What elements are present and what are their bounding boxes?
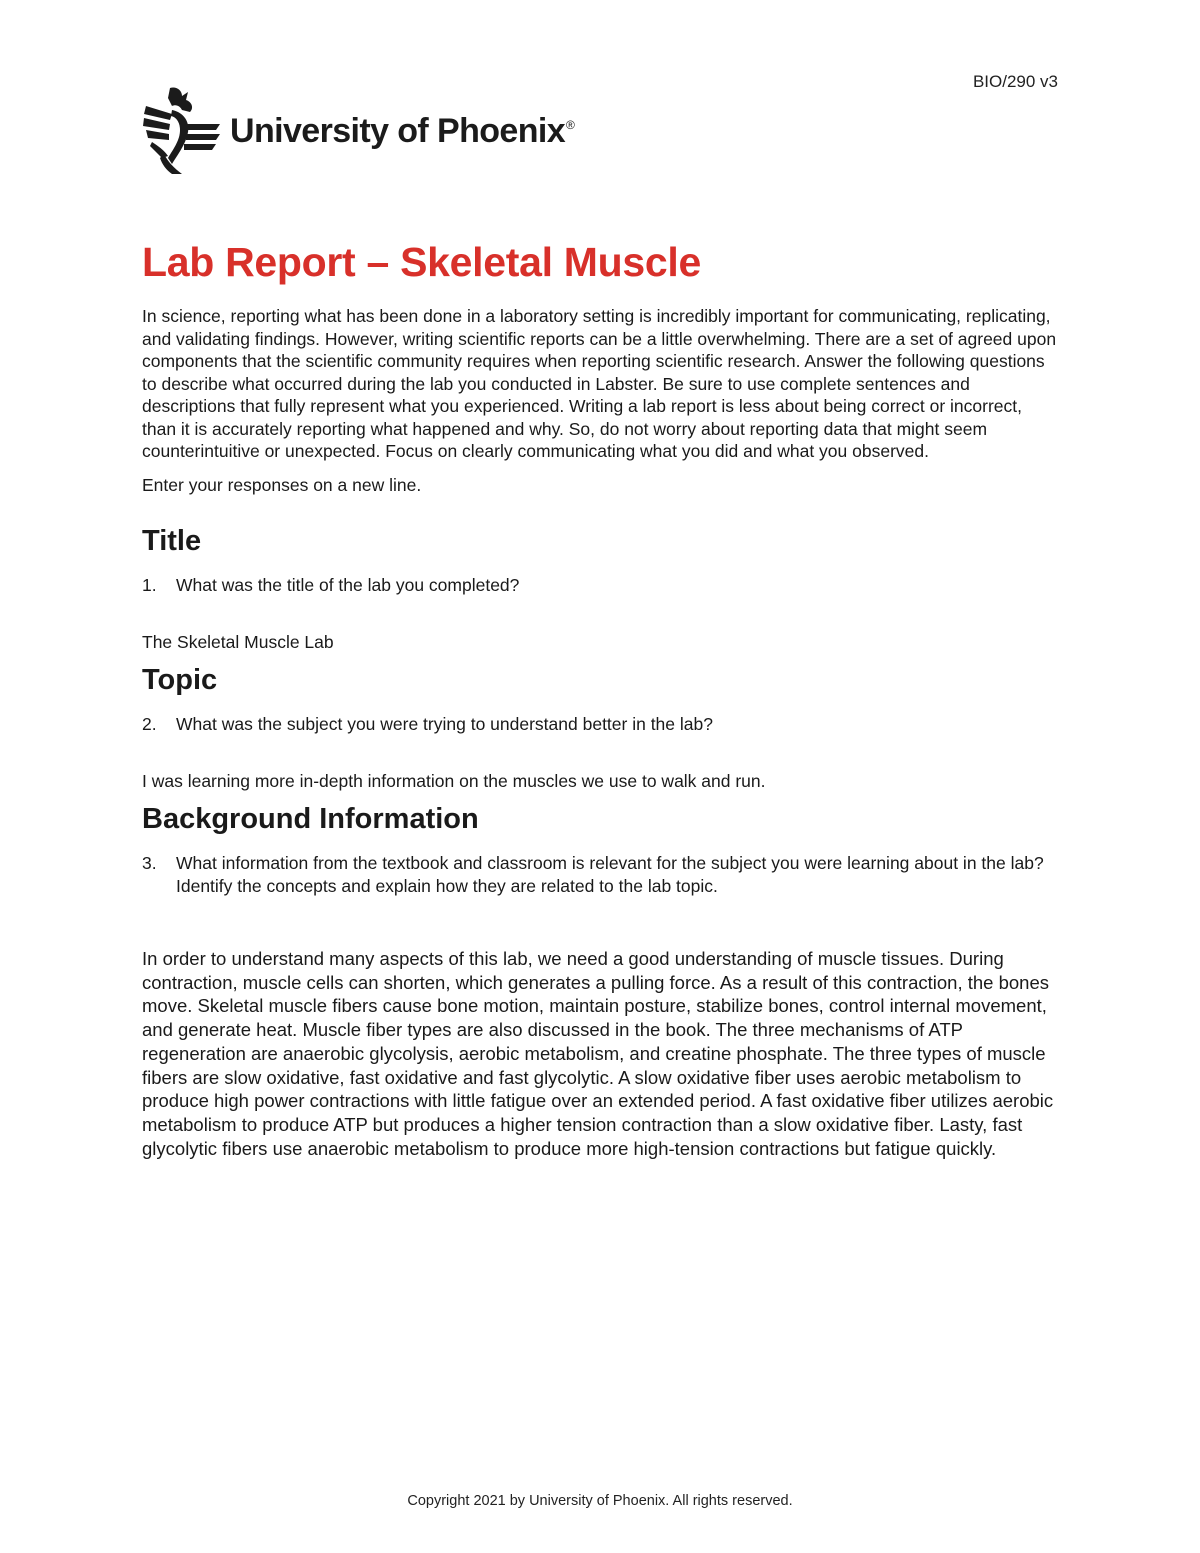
question-3 <box>142 852 1058 897</box>
university-name: University of Phoenix <box>230 111 566 150</box>
question-number: 2. <box>142 714 157 734</box>
question-1 <box>142 574 1058 597</box>
answer-3: In order to understand many aspects of this lab, we need a good understanding of muscle tissues. During contraction, muscle cells can shorten, which generates a pulling force. As a result of this contraction, the bones move. Skeletal muscle fibers cause bone motion, maintain posture, stabilize bones, control internal movement, and generate heat. Muscle fiber types are also discussed in the book. The three mechanisms of ATP regeneration are anaerobic glycolysis, aerobic metabolism, and creatine phosphate. The three types of muscle fibers are slow oxidative, fast oxidative and fast glycolytic. A slow oxidative fiber uses aerobic metabolism to produce high power contractions with little fatigue over an extended period. A fast oxidative fiber utilizes aerobic metabolism to produce ATP but produces a higher tension contraction than a slow oxidative fiber. Lasty, fast glycolytic fibers use anaerobic metabolism to produce more high-tension contractions but fatigue quickly. <box>142 948 1054 1159</box>
section-heading-background: Background Information <box>142 803 479 835</box>
course-code: BIO/290 v3 <box>972 72 1058 91</box>
question-2 <box>142 713 1058 736</box>
document-body <box>142 234 1058 1160</box>
registered-mark: ® <box>566 118 575 133</box>
question-text: What information from the textbook and classroom is relevant for the subject you were learning about in the lab? Identify the concepts and explain how they are related to the lab topic. <box>176 853 1044 896</box>
intro-paragraph: In science, reporting what has been done in a laboratory setting is incredibly important for communicating, replicating, and validating findings. However, writing scientific reports can be a little overwhelming. There are a set of agreed upon components that the scientific community requires when reporting scientific research. Answer the following questions to describe what occurred during the lab you conducted in Labster. Be sure to use complete sentences and descriptions that fully represent what you experienced. Writing a lab report is less about being correct or incorrect, than it is accurately reporting what happened and why. So, do not worry about reporting data that might seem counterintuitive or unexpected. Focus on clearly communicating what you did and what you observed. <box>142 306 1057 461</box>
question-text: What was the subject you were trying to understand better in the lab? <box>176 714 713 734</box>
phoenix-bird-icon <box>142 84 224 176</box>
university-wordmark <box>230 112 574 151</box>
instruction-text: Enter your responses on a new line. <box>142 474 422 495</box>
copyright-footer: Copyright 2021 by University of Phoenix. All rights reserved. <box>407 1493 793 1509</box>
question-number: 3. <box>142 853 157 873</box>
section-heading-topic: Topic <box>142 664 218 696</box>
question-text: What was the title of the lab you completed? <box>176 575 520 595</box>
question-number: 1. <box>142 575 157 595</box>
page-title: Lab Report – Skeletal Muscle <box>142 239 701 285</box>
answer-1: The Skeletal Muscle Lab <box>142 631 334 652</box>
answer-2: I was learning more in-depth information on the muscles we use to walk and run. <box>142 770 766 791</box>
university-logo <box>142 84 574 176</box>
section-heading-title: Title <box>142 525 202 557</box>
